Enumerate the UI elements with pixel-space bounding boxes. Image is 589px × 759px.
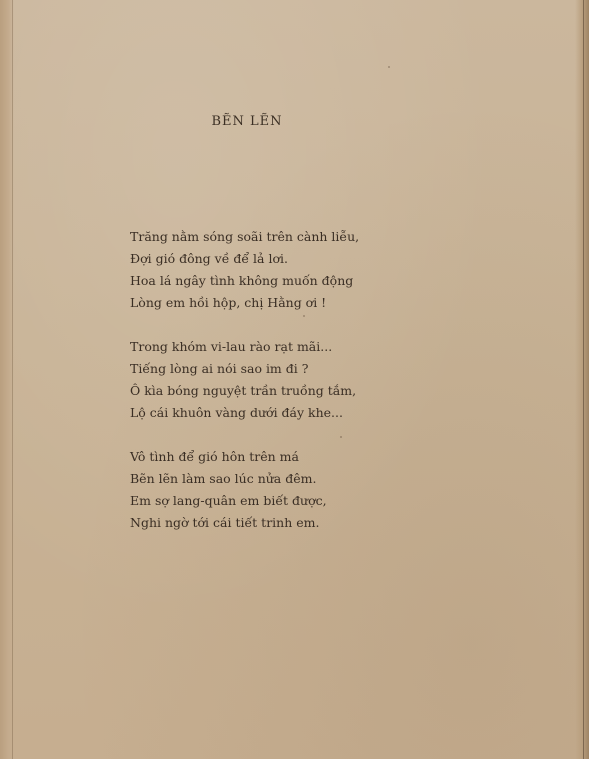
poem-line: Vô tình để gió hôn trên má: [130, 449, 299, 464]
poem-line: Trăng nằm sóng soãi trên cành liễu,: [130, 229, 360, 244]
poem-stanza-3: [130, 446, 450, 534]
paper-speck: [303, 315, 305, 317]
poem-stanza-1: [130, 226, 450, 314]
poem-line: Em sợ lang-quân em biết được,: [130, 493, 327, 508]
poem-line: Bẽn lẽn làm sao lúc nửa đêm.: [130, 471, 317, 486]
poem-line: Hoa lá ngây tình không muốn động: [130, 273, 354, 288]
poem-line: Trong khóm vi-lau rào rạt mãi...: [130, 339, 333, 354]
poem-title: BẼN LẼN: [211, 114, 283, 129]
poem-line: Nghi ngờ tới cái tiết trinh em.: [130, 515, 320, 530]
poem-line: Đợi gió đông về để lả lơi.: [130, 251, 288, 266]
poem-line: Ô kìa bóng nguyệt trần truồng tắm,: [130, 383, 357, 398]
page-border-line: [583, 0, 584, 759]
paper-speck: [340, 436, 342, 438]
poem-stanza-2: [130, 336, 450, 424]
page-right-edge: [575, 0, 589, 759]
paper-speck: [388, 66, 390, 68]
poem-line: Lòng em hồi hộp, chị Hằng ơi !: [130, 295, 327, 310]
poem-line: Lộ cái khuôn vàng dưới đáy khe...: [130, 405, 343, 420]
poem-line: Tiếng lòng ai nói sao im đi ?: [130, 361, 309, 376]
